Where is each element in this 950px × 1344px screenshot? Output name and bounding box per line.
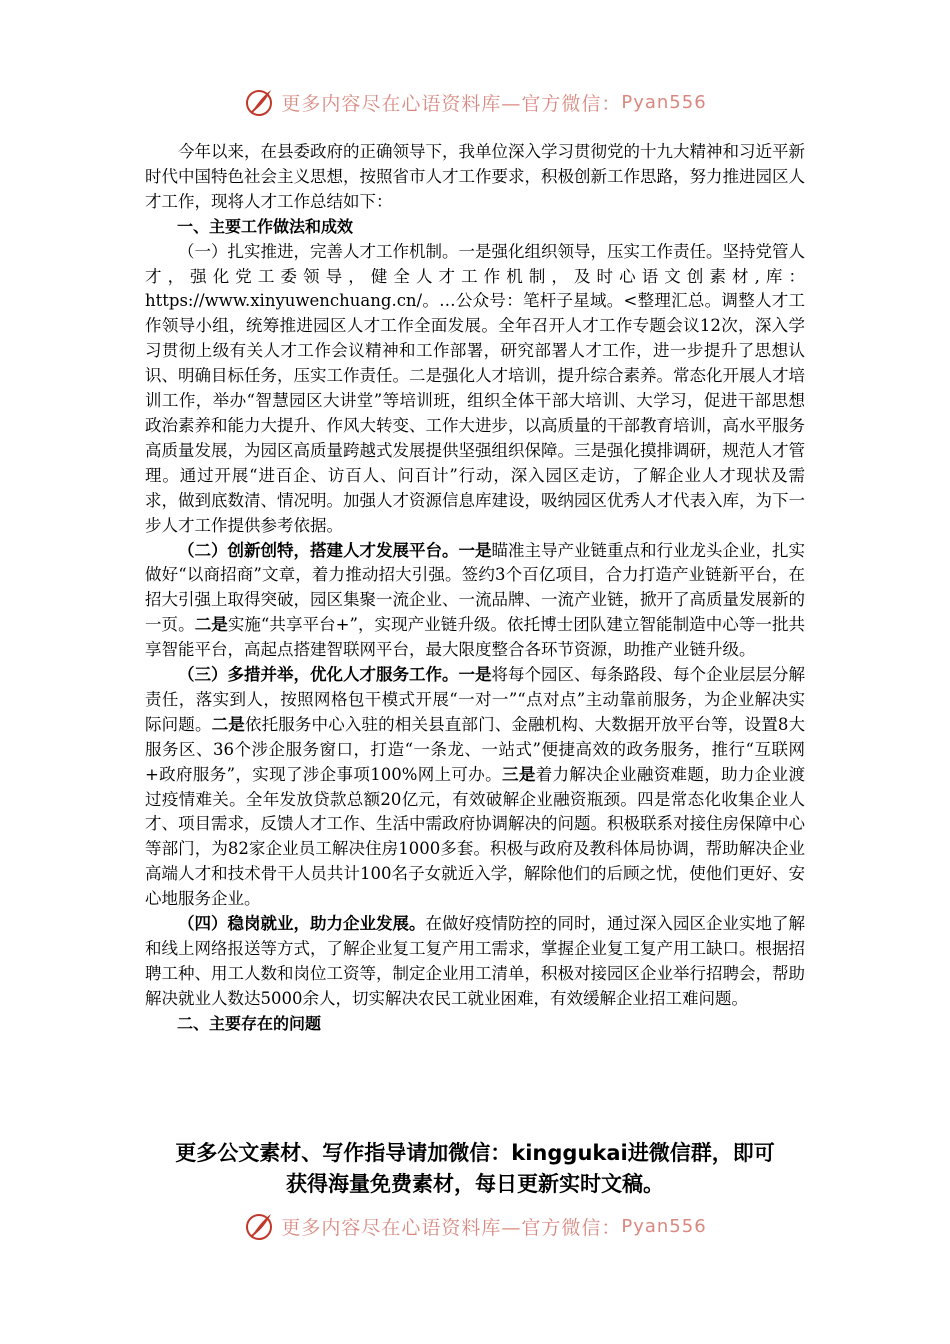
document-body: [145, 140, 805, 1037]
watermark-text: 更多内容尽在心语资料库—官方微信：: [281, 92, 622, 115]
paragraph-platform: [145, 539, 805, 664]
paragraph-lead: （一）扎实推进，完善人才工作机制。: [178, 241, 459, 261]
paragraph-text: 一是强化组织领导，压实工作责任。坚持党管人才，强化党工委领导，健全人才工作机制，及时心语文创素材,库：https://www.xinyuwenchuang.cn/。…公众号：笔杆子星域。<整理汇总。调整人才工作领导小组，统筹推进园区人才工作全面发展。全年召开人才工作专题会议12次，深入学习贯彻上级有关人才工作会议精神和工作部署，研究部署人才工作，进一步提升了思想认识、明确目标任务，压实工作责任。二是强化人才培训，提升综合素养。常态化开展人才培训工作，举办“智慧园区大讲堂”等培训班，组织全体干部大培训、大学习，促进干部思想政治素养和能力大提升、作风大转变、工作大进步，以高质量的干部教育培训，高水平服务高质量发展，为园区高质量跨越式发展提供坚强组织保障。三是强化摸排调研，规范人才管理。通过开展“进百企、访百人、问百计”行动，深入园区走访，了解企业人才现状及需求，做到底数清、情况明。加强人才资源信息库建设，吸纳园区优秀人才代表入库，为下一步人才工作提供参考依据。: [145, 241, 805, 535]
paragraph-text: 瞄准主导产业链重点和行业龙头企业，扎实做好“以商招商”文章，着力推动招大引强。签约3个百亿项目，合力打造产业链新平台，在招大引强上取得突破，园区集聚一流企业、一流品牌、一流产业链，掀开了高质量发展新的一页。: [145, 540, 805, 635]
paragraph-lead: （四）稳岗就业，助力企业发展。: [178, 914, 426, 934]
watermark-wechat-id: Pyan556: [621, 91, 707, 113]
promo-line: 更多公文素材、写作指导请加微信：kinggukai进微信群，即可: [175, 1141, 775, 1165]
paragraph-text: 实施“共享平台+”，实现产业链升级。依托博士团队建立智能制造中心等一批共享智能平台，高起点搭建智联网平台，最大限度整合各环节资源，助推产业链升级。: [145, 615, 806, 660]
paragraph-mechanism: [145, 240, 805, 539]
feather-pen-logo-icon: [243, 86, 275, 118]
paragraph-text: 着力解决企业融资难题，助力企业渡过疫情难关。全年发放贷款总额20亿元，有效破解企业融资瓶颈。四是常态化收集企业人才、项目需求，反馈人才工作、生活中需政府协调解决的问题。积极联系对接住房保障中心等部门，为82家企业员工解决住房1000多套。积极与政府及教科体局协调，帮助解决企业高端人才和技术骨干人员共计100名子女就近入学，解除他们的后顾之忧，使他们更好、安心地服务企业。: [145, 764, 806, 909]
paragraph-text: 在做好疫情防控的同时，通过深入园区企业实地了解和线上网络报送等方式，了解企业复工复产用工需求，掌握企业复工复产用工缺口。根据招聘工种、用工人数和岗位工资等，制定企业用工清单，积极对接园区企业举行招聘会，帮助解决就业人数达5000余人，切实解决农民工就业困难，有效缓解企业招工难问题。: [145, 914, 805, 1008]
paragraph-text: 将每个园区、每条路段、每个企业层层分解责任，落实到人，按照网格包干模式开展“一对一”“点对点”主动靠前服务，为企业解决实际问题。: [145, 665, 805, 734]
feather-pen-logo-icon: [243, 1210, 275, 1242]
intro-paragraph: 今年以来，在县委政府的正确领导下，我单位深入学习贯彻党的十九大精神和习近平新时代中国特色社会主义思想，按照省市人才工作要求，积极创新工作思路，努力推进园区人才工作，现将人才工作总结如下：: [145, 142, 805, 211]
paragraph-marker: 二是: [194, 615, 228, 635]
paragraph-marker: 二是: [211, 714, 245, 734]
section-heading-problems: 二、主要存在的问题: [177, 1013, 322, 1033]
section-heading-main-work: 一、主要工作做法和成效: [177, 216, 354, 236]
paragraph-service: [145, 663, 805, 912]
watermark-text: 更多内容尽在心语资料库—官方微信：: [281, 1216, 622, 1239]
paragraph-text: 依托服务中心入驻的相关县直部门、金融机构、大数据开放平台等，设置8大服务区、36个涉企服务窗口，打造“一条龙、一站式”便捷高效的政务服务，推行“互联网+政府服务”，实现了涉企事项100%网上可办。: [145, 714, 806, 784]
paragraph-marker: 三是: [502, 764, 536, 784]
promo-line: 获得海量免费素材，每日更新实时文稿。: [286, 1172, 664, 1196]
paragraph-lead: （二）创新创特，搭建人才发展平台。一是: [178, 540, 492, 560]
watermark-footer: [0, 1210, 950, 1242]
promo-banner: [0, 1138, 950, 1200]
paragraph-lead: （三）多措并举，优化人才服务工作。一是: [178, 665, 492, 685]
paragraph-employment: [145, 912, 805, 1012]
watermark-wechat-id: Pyan556: [621, 1215, 707, 1237]
watermark-header: [0, 86, 950, 118]
